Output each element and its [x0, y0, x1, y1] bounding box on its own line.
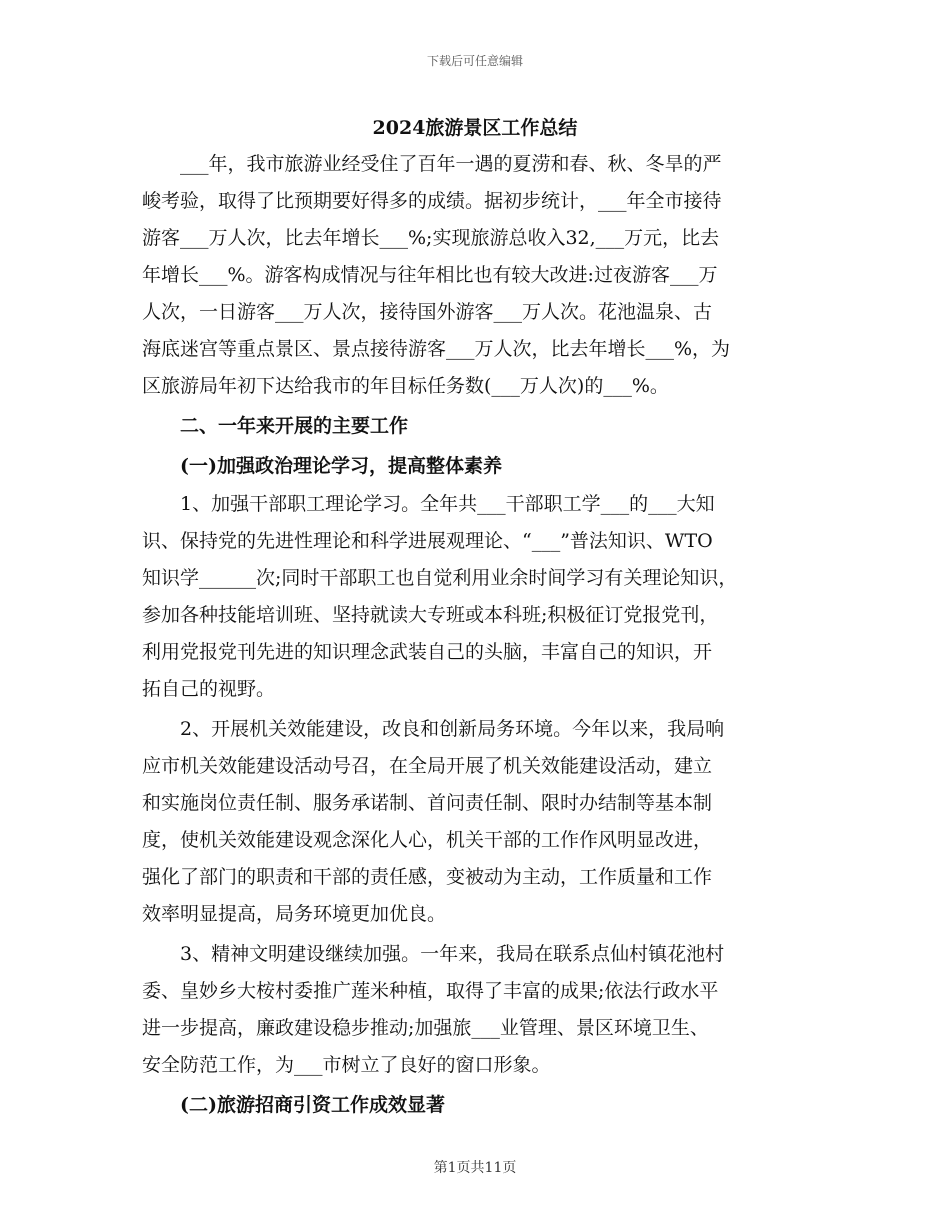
page-header: 下载后可任意编辑 [426, 54, 523, 68]
paragraph-efficiency [142, 711, 822, 933]
text-line: 海底迷宫等重点景区、景点接待游客___万人次，比去年增长___%，为 [142, 338, 731, 360]
text-line: 效率明显提高，局务环境更加优良。 [142, 903, 447, 925]
paragraph-civilization [142, 936, 822, 1084]
text-line: 区旅游局年初下达给我市的年目标任务数(___万人次)的___%。 [142, 375, 669, 397]
text-line: 人次，一日游客___万人次，接待国外游客___万人次。花池温泉、古 [142, 301, 713, 323]
subsection-heading: (二)旅游招商引资工作成效显著 [180, 1094, 445, 1116]
text-line: 3、精神文明建设继续加强。一年来，我局在联系点仙村镇花池村 [180, 943, 725, 965]
text-line: 委、皇妙乡大桉村委推广莲米种植，取得了丰富的成果;依法行政水平 [142, 980, 719, 1002]
document-body [142, 146, 822, 1125]
text-line: ___年，我市旅游业经受住了百年一遇的夏涝和春、秋、冬旱的严 [180, 153, 722, 175]
text-line: 强化了部门的职责和干部的责任感，变被动为主动，工作质量和工作 [142, 866, 713, 888]
subsection-heading: (一)加强政治理论学习，提高整体素养 [180, 455, 502, 477]
text-line: 参加各种技能培训班、坚持就读大专班或本科班;积极征订党报党刊， [142, 604, 719, 626]
text-line: 拓自己的视野。 [142, 678, 276, 700]
text-line: 年增长___%。游客构成情况与往年相比也有较大改进:过夜游客___万 [142, 264, 718, 286]
text-line: 安全防范工作，为___市树立了良好的窗口形象。 [142, 1054, 551, 1076]
text-line: 峻考验，取得了比预期要好得多的成绩。据初步统计，___年全市接待 [142, 190, 722, 212]
page-footer: 第1页共11页 [433, 1160, 517, 1176]
section-heading: 二、一年来开展的主要工作 [180, 415, 409, 437]
document-title: 2024旅游景区工作总结 [372, 117, 578, 139]
text-line: 度，使机关效能建设观念深化人心，机关干部的工作作风明显改进， [142, 829, 713, 851]
text-line: 游客___万人次，比去年增长___%;实现旅游总收入32,___万元，比去 [142, 227, 720, 249]
text-line: 2、开展机关效能建设，改良和创新局务环境。今年以来，我局响 [180, 718, 725, 740]
paragraph-theory-study [142, 486, 822, 708]
text-line: 应市机关效能建设活动号召，在全局开展了机关效能建设活动，建立 [142, 755, 713, 777]
paragraph-summary [142, 146, 822, 405]
text-line: 进一步提高，廉政建设稳步推动;加强旅___业管理、景区环境卫生、 [142, 1017, 709, 1039]
text-line: 识、保持党的先进性理论和科学进展观理论、“___”普法知识、WTO [142, 530, 713, 552]
text-line: 和实施岗位责任制、服务承诺制、首问责任制、限时办结制等基本制 [142, 792, 713, 814]
text-line: 知识学______次;同时干部职工也自觉利用业余时间学习有关理论知识， [142, 567, 738, 589]
text-line: 1、加强干部职工理论学习。全年共___干部职工学___的___大知 [180, 493, 715, 515]
text-line: 利用党报党刊先进的知识理念武装自己的头脑，丰富自己的知识，开 [142, 641, 713, 663]
